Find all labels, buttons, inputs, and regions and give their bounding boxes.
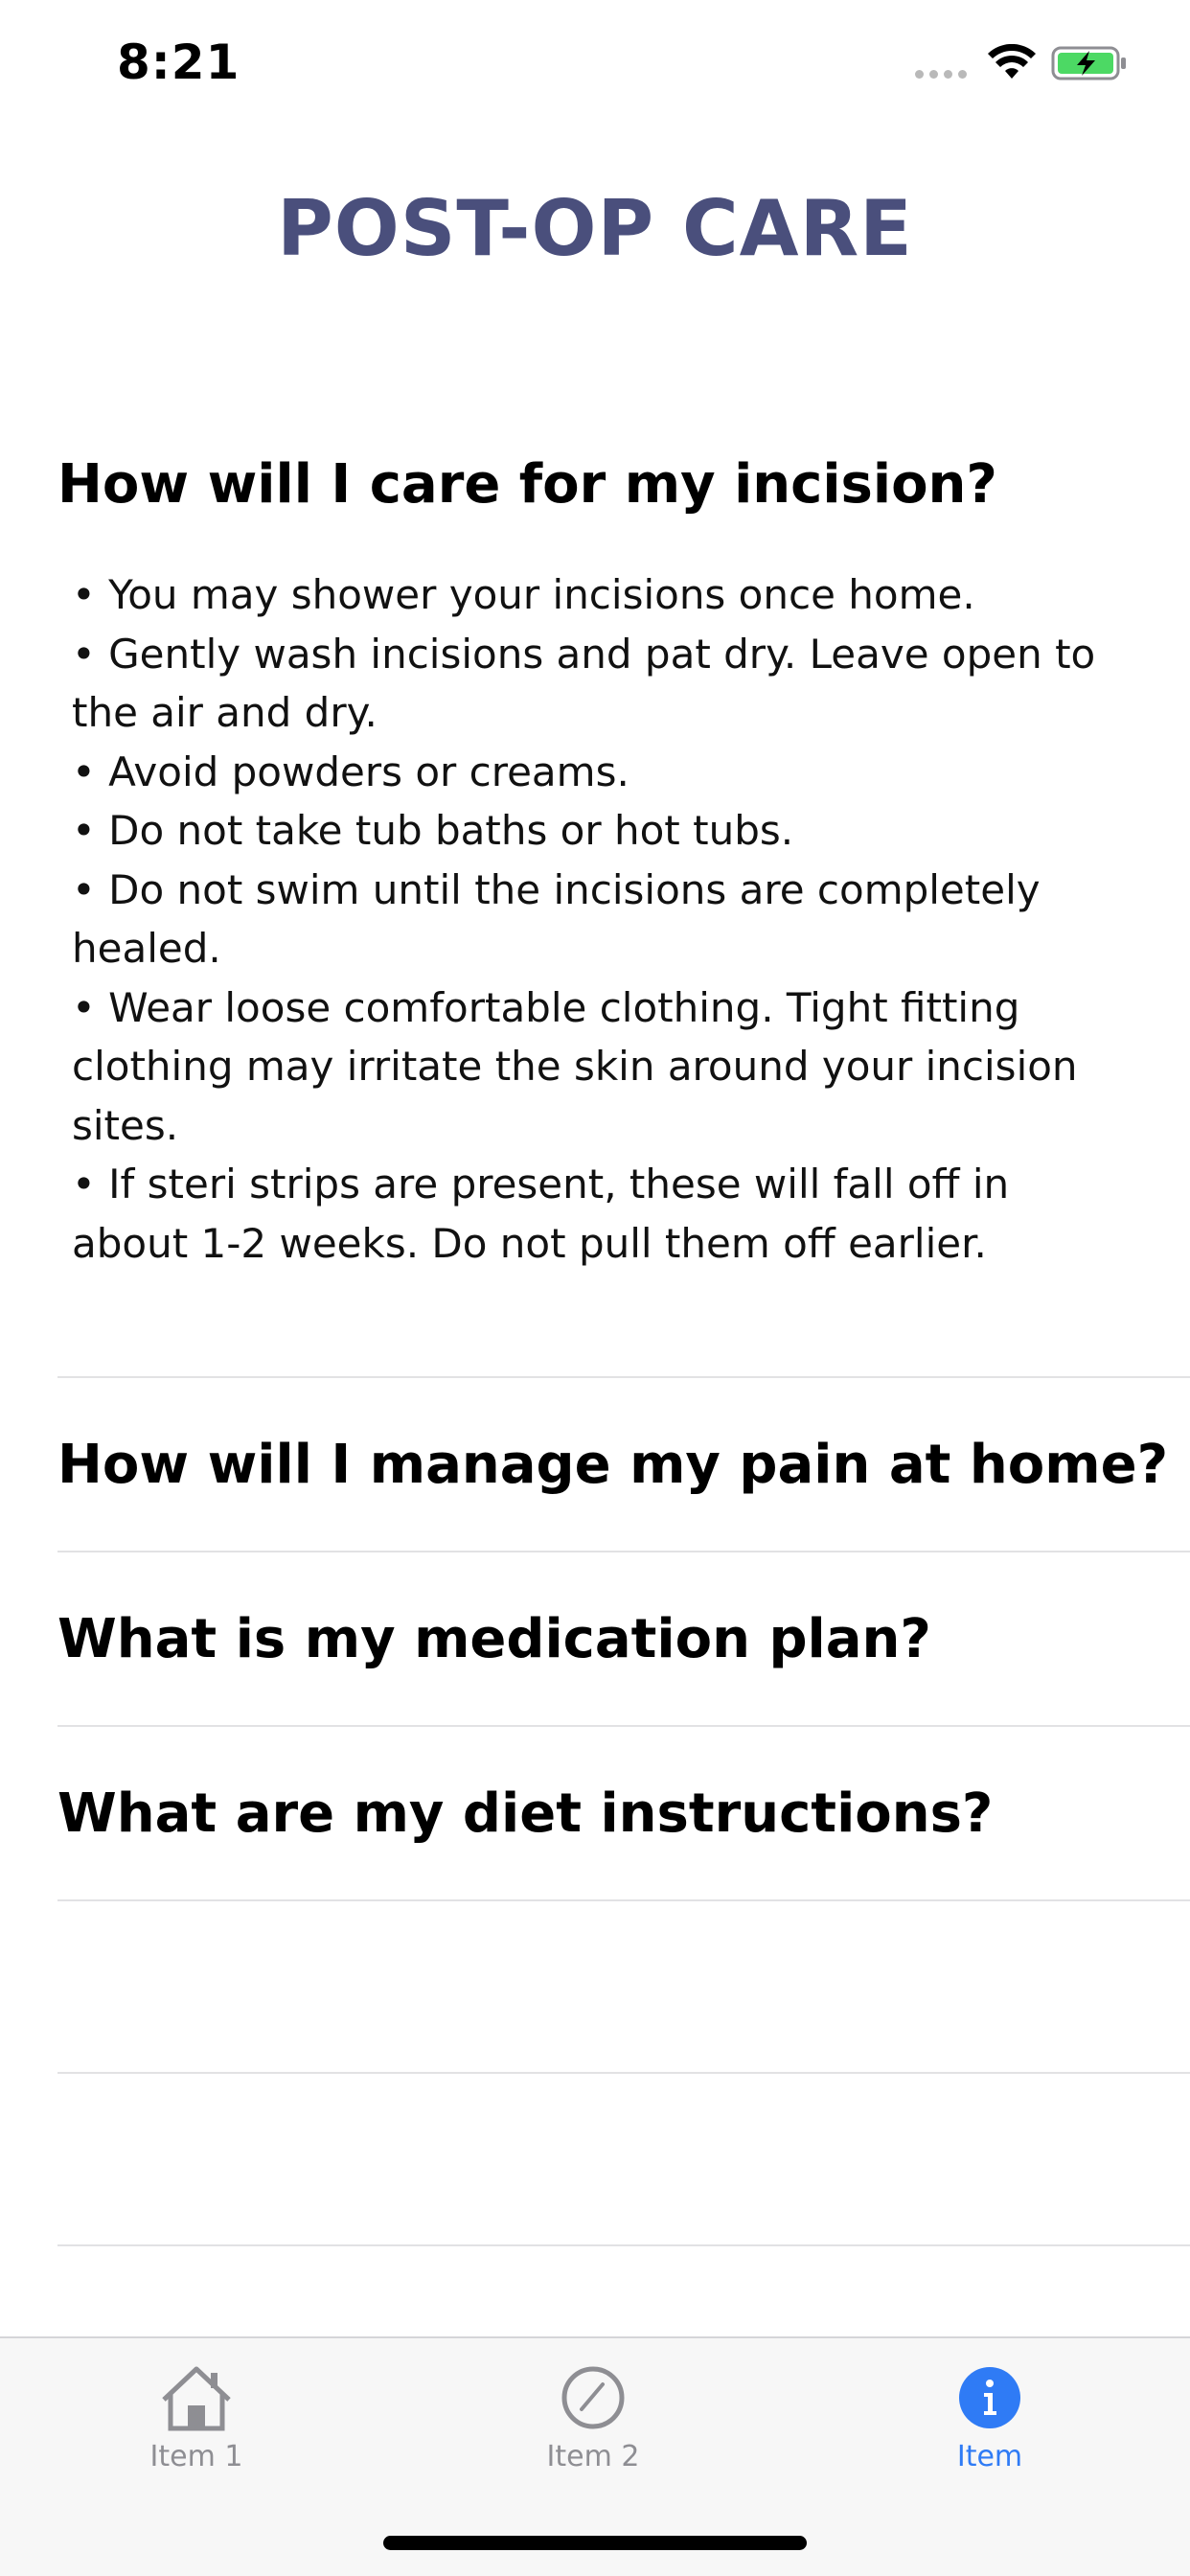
tab-item-3[interactable] [894, 2363, 1086, 2473]
home-icon [159, 2363, 234, 2432]
empty-row [57, 2074, 1190, 2246]
wifi-icon [987, 44, 1037, 82]
page-title: POST-OP CARE [277, 184, 913, 273]
faq-question[interactable]: What are my diet instructions? [57, 1782, 994, 1845]
faq-question[interactable]: How will I care for my incision? [57, 452, 997, 516]
faq-item-incision[interactable] [57, 402, 1190, 1378]
faq-question[interactable]: What is my medication plan? [57, 1607, 931, 1670]
faq-item-diet[interactable] [57, 1727, 1190, 1901]
battery-charging-icon [1051, 44, 1128, 82]
home-indicator [383, 2536, 807, 2550]
faq-item-medication[interactable] [57, 1552, 1190, 1727]
empty-row [57, 1901, 1190, 2074]
faq-answer: • You may shower your incisions once home. • Gently wash incisions and pat dry. Leave open to the air and dry. • Avoid powders or creams. • Do not take tub baths or hot tubs. • Do not swim until the incisions are completely healed. • Wear loose comfortable clothing. Tight fitting clothing may irritate the skin around your incision sites. • If steri strips are present, these will fall off in about 1-2 weeks. Do not pull them off earlier. [72, 571, 1096, 1267]
info-icon [952, 2363, 1027, 2432]
signal-icon [915, 70, 967, 79]
tab-label: Item [956, 2440, 1023, 2473]
faq-list [57, 402, 1190, 2246]
status-bar [0, 0, 1190, 134]
status-time: 8:21 [117, 34, 240, 90]
faq-question[interactable]: How will I manage my pain at home? [57, 1433, 1169, 1496]
tab-label: Item 2 [546, 2440, 640, 2473]
tab-item-2[interactable] [497, 2363, 689, 2473]
tab-label: Item 1 [149, 2440, 243, 2473]
faq-item-pain[interactable] [57, 1378, 1190, 1552]
tab-item-1[interactable] [101, 2363, 292, 2473]
compass-icon [556, 2363, 630, 2432]
